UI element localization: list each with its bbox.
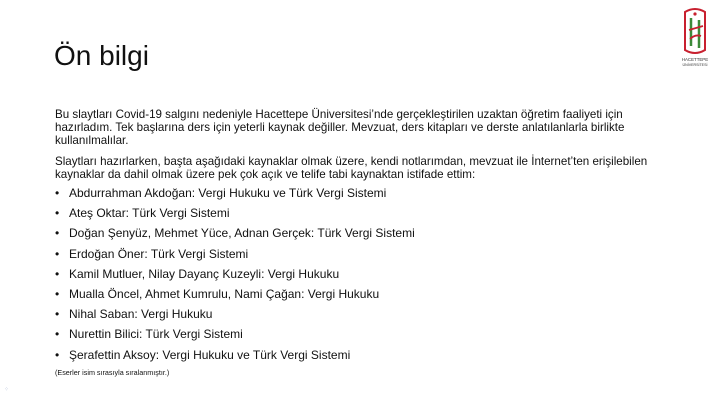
source-text: Ateş Oktar: Türk Vergi Sistemi xyxy=(69,206,230,221)
bullet: • xyxy=(55,246,60,261)
list-item xyxy=(55,183,675,203)
sources-paragraph: Slaytları hazırlarken, başta aşağıdaki kaynaklar olmak üzere, kendi notlarımdan, mevzuat ile İnternet’ten erişilebilen kaynaklar da dahil olmak üzere pek çok açık ve telife tabi kaynaktan istifade ettim: xyxy=(55,154,648,181)
corner-mark-icon: ⁘ xyxy=(4,387,10,393)
source-text: Abdurrahman Akdoğan: Vergi Hukuku ve Türk Vergi Sistemi xyxy=(69,186,387,201)
logo-outer-red-frame xyxy=(685,9,705,53)
ordering-note: (Eserler isim sırasıyla sıralanmıştır.) xyxy=(55,367,170,377)
logo-green-stroke xyxy=(691,18,699,48)
list-item xyxy=(55,324,675,344)
list-item xyxy=(55,203,675,223)
bullet: • xyxy=(55,186,60,201)
bullet: • xyxy=(55,327,60,342)
list-item xyxy=(55,244,675,264)
slide-title: Ön bilgi xyxy=(54,40,149,71)
bullet: • xyxy=(55,286,60,301)
source-text: Nurettin Bilici: Türk Vergi Sistemi xyxy=(69,327,243,342)
intro-paragraph: Bu slaytları Covid-19 salgını nedeniyle Hacettepe Üniversitesi’nde gerçekleştirilen uzaktan öğretim faaliyeti için hazırladım. Tek başlarına ders için yeterli kaynak değiller. Mevzuat, ders kitapları ve derste anlatılanlarla birlikte kullanılmalılar. xyxy=(55,108,625,148)
list-item xyxy=(55,304,675,324)
list-item xyxy=(55,284,675,304)
list-item xyxy=(55,223,675,243)
bullet: • xyxy=(55,307,60,322)
source-text: Mualla Öncel, Ahmet Kumrulu, Nami Çağan: Vergi Hukuku xyxy=(69,286,380,301)
logo-text-line1: HACETTEPE xyxy=(681,57,709,62)
source-text: Kamil Mutluer, Nilay Dayanç Kuzeyli: Vergi Hukuku xyxy=(69,266,340,281)
bullet: • xyxy=(55,266,60,281)
source-text: Şerafettin Aksoy: Vergi Hukuku ve Türk Vergi Sistemi xyxy=(69,347,351,362)
logo-dot xyxy=(693,12,696,15)
bullet: • xyxy=(55,347,60,362)
logo-text-line2: ÜNİVERSİTESİ xyxy=(682,63,708,67)
list-item xyxy=(55,345,675,365)
slide-body xyxy=(55,108,675,379)
bullet: • xyxy=(55,206,60,221)
source-text: Nihal Saban: Vergi Hukuku xyxy=(69,307,213,322)
hacettepe-logo xyxy=(675,6,715,72)
source-text: Erdoğan Öner: Türk Vergi Sistemi xyxy=(69,246,249,261)
list-item xyxy=(55,264,675,284)
source-text: Doğan Şenyüz, Mehmet Yüce, Adnan Gerçek: Türk Vergi Sistemi xyxy=(69,226,415,241)
source-list xyxy=(55,183,675,365)
bullet: • xyxy=(55,226,60,241)
